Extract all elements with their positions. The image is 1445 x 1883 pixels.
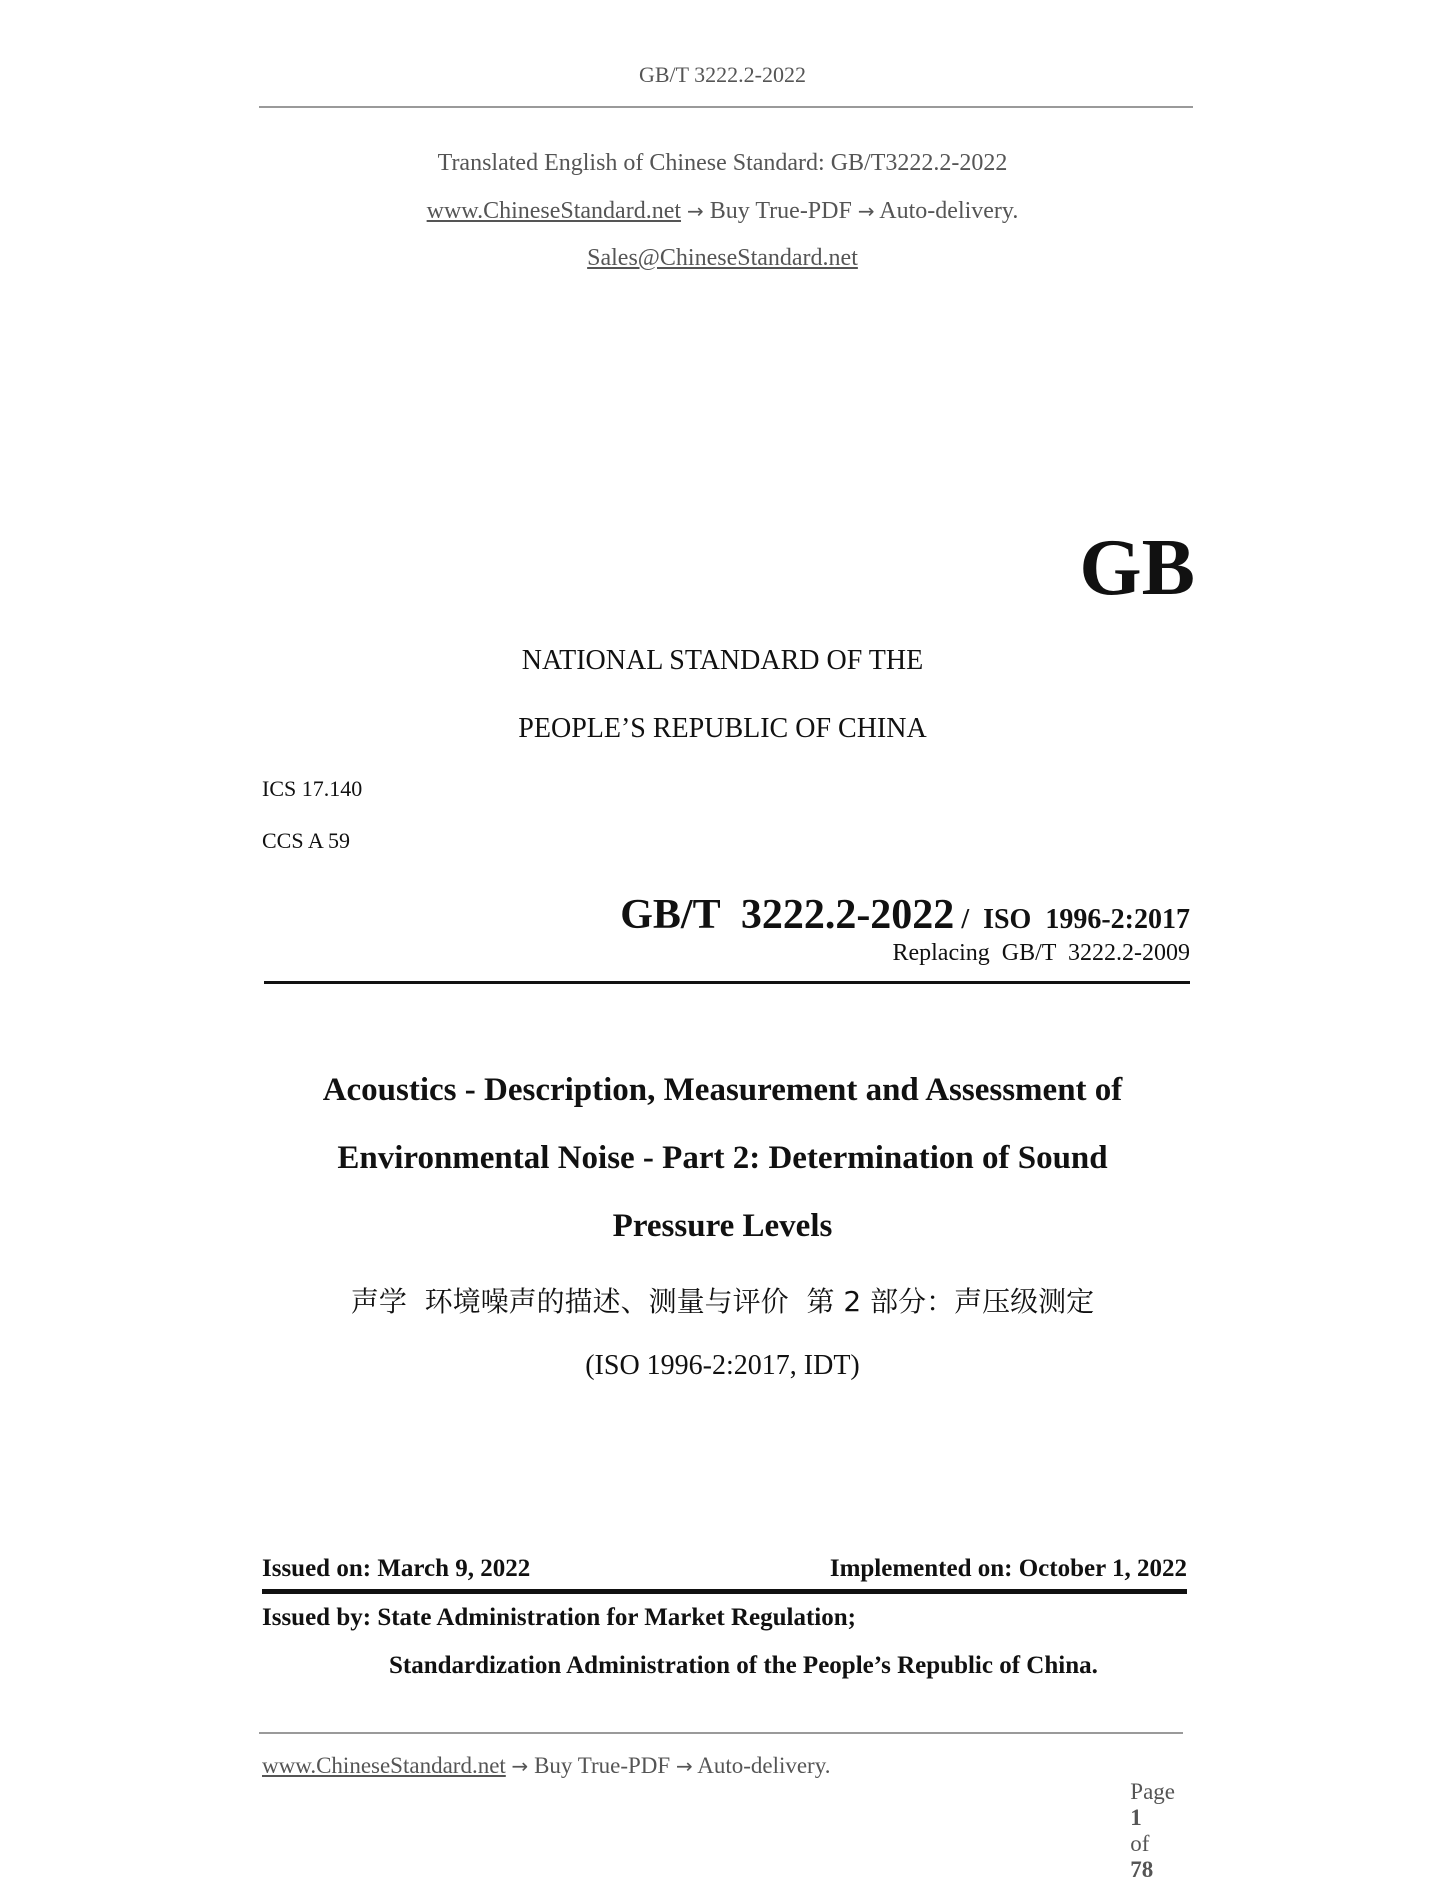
arrow-right-icon: →	[675, 1754, 693, 1778]
arrow-right-icon: →	[511, 1754, 529, 1778]
page-current: 1	[1130, 1805, 1142, 1830]
footer-promo	[262, 1753, 830, 1779]
standard-number: GB/T 3222.2-2022	[620, 892, 955, 938]
running-header-title: GB/T 3222.2-2022	[638, 62, 807, 87]
chinesestandard-link[interactable]: www.ChineseStandard.net	[426, 198, 682, 224]
issued-by-line1: Issued by: State Administration for Market Regulation;	[262, 1604, 856, 1631]
title-line1: Acoustics - Description, Measurement and Assessment of	[322, 1072, 1123, 1108]
arrow-right-icon: →	[857, 199, 875, 223]
page-indicator	[1119, 1753, 1175, 1883]
ics-code: ICS 17.140	[262, 776, 363, 801]
national-standard-line1: NATIONAL STANDARD OF THE	[521, 645, 924, 676]
sales-email-link[interactable]: Sales@ChineseStandard.net	[587, 245, 858, 271]
footer-delivery-text: Auto-delivery.	[697, 1753, 831, 1778]
ccs-code: CCS A 59	[262, 828, 351, 853]
gb-mark: GB	[1079, 524, 1195, 612]
sales-email-line	[0, 245, 1445, 272]
footer-chinesestandard-link[interactable]: www.ChineseStandard.net	[262, 1753, 506, 1778]
iso-idt: (ISO 1996-2:2017, IDT)	[585, 1350, 860, 1381]
promo-buy-line	[0, 198, 1445, 225]
iso-equivalent: / ISO 1996-2:2017	[954, 904, 1190, 935]
promo-translated-line: Translated English of Chinese Standard: GB/T3222.2-2022	[437, 150, 1008, 176]
standard-number-divider	[264, 981, 1190, 984]
title-line3: Pressure Levels	[612, 1208, 833, 1244]
standard-number-line	[612, 878, 1190, 936]
replacing-standard: Replacing GB/T 3222.2-2009	[892, 940, 1190, 966]
promo-buy-text: Buy True-PDF	[709, 198, 852, 224]
issued-by-line2: Standardization Administration of the People’s Republic of China.	[389, 1652, 1098, 1679]
of-label: of	[1130, 1831, 1150, 1856]
page-label: Page	[1130, 1779, 1175, 1804]
issued-on-date: Issued on: March 9, 2022	[262, 1555, 531, 1582]
page-total: 78	[1130, 1857, 1154, 1882]
national-standard-line2: PEOPLE’S REPUBLIC OF CHINA	[518, 713, 927, 744]
title-line2: Environmental Noise - Part 2: Determination of Sound	[337, 1140, 1108, 1176]
dates-divider	[262, 1589, 1187, 1594]
arrow-right-icon: →	[687, 199, 704, 223]
header-divider	[259, 106, 1193, 108]
promo-delivery-text: Auto-delivery.	[879, 198, 1019, 224]
footer-buy-text: Buy True-PDF	[534, 1753, 671, 1778]
title-chinese: 声学 环境噪声的描述、测量与评价 第 2 部分：声压级测定	[350, 1285, 1095, 1318]
implemented-on-date: Implemented on: October 1, 2022	[829, 1555, 1187, 1582]
footer-divider	[259, 1732, 1183, 1734]
